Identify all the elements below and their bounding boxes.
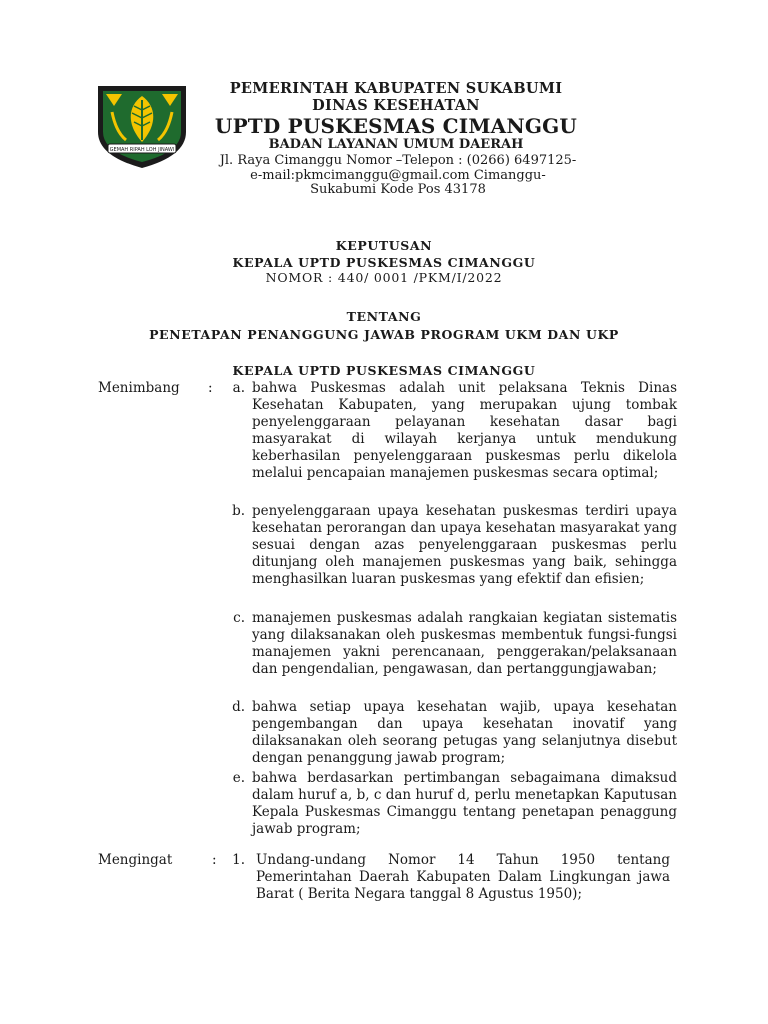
institution-subtitle: BADAN LAYANAN UMUM DAERAH (268, 137, 524, 152)
address-line: Jl. Raya Cimanggu Nomor –Telepon : (0266) 6497125- (219, 153, 577, 168)
menimbang-item-c: manajemen puskesmas adalah rangkaian kegiatan sistematis yang dilaksanakan oleh puskesmas membentuk fungsi-fungsi manajemen yakni perencanaan, penggerakan/pelaksanaan dan pengendalian, pengawasan, dan pertanggungjawaban; (252, 610, 677, 677)
menimbang-item-a: bahwa Puskesmas adalah unit pelaksana Teknis Dinas Kesehatan Kabupaten, yang merupakan ujung tombak penyelenggaraan pelayanan kesehatan dasar bagi masyarakat di wilayah kerjanya untuk mendukung keberhasilan penyelenggaraan puskesmas perlu dikelola melalui pencapaian manajemen puskesmas secara optimal; (252, 380, 677, 481)
logo-motto: GEMAH RIPAH LOH JINAWI (109, 147, 175, 153)
address-line: Sukabumi Kode Pos 43178 (310, 182, 486, 197)
department-name: DINAS KESEHATAN (312, 97, 480, 114)
government-name: PEMERINTAH KABUPATEN SUKABUMI (229, 80, 563, 97)
item-marker: d. (232, 699, 245, 715)
menimbang-colon: : (208, 380, 213, 396)
district-emblem-logo (92, 82, 192, 170)
decree-title: KEPUTUSAN (335, 238, 433, 253)
mengingat-label: Mengingat (98, 852, 173, 868)
menimbang-item-b: penyelenggaraan upaya kesehatan puskesmas terdiri upaya kesehatan perorangan dan upaya kesehatan masyarakat yang sesuai dengan azas penyelenggaraan puskesmas perlu ditunjang oleh manajemen puskesmas yang baik, sehingga menghasilkan luaran puskesmas yang efektif dan efisien; (252, 503, 677, 587)
address-block (200, 154, 596, 198)
item-marker: a. (232, 380, 245, 396)
menimbang-label: Menimbang (98, 380, 180, 396)
signer-heading: KEPALA UPTD PUSKESMAS CIMANGGU (232, 363, 536, 378)
decree-number: NOMOR : 440/ 0001 /PKM/I/2022 (265, 270, 503, 285)
mengingat-item-1: Undang-undang Nomor 14 Tahun 1950 tentang Pemerintahan Daerah Kabupaten Dalam Lingkungan jawa Barat ( Berita Negara tanggal 8 Agustus 1950); (256, 852, 670, 902)
item-marker: e. (232, 770, 245, 786)
menimbang-item-d: bahwa setiap upaya kesehatan wajib, upaya kesehatan pengembangan dan upaya kesehatan inovatif yang dilaksanakan oleh seorang petugas yang selanjutnya disebut dengan penanggung jawab program; (252, 699, 677, 766)
decree-issuer: KEPALA UPTD PUSKESMAS CIMANGGU (232, 255, 536, 270)
item-marker: b. (232, 503, 245, 519)
item-marker: c. (233, 610, 245, 626)
decree-subject: PENETAPAN PENANGGUNG JAWAB PROGRAM UKM DAN UKP (149, 327, 619, 342)
address-line: e-mail:pkmcimanggu@gmail.com Cimanggu- (250, 167, 546, 183)
item-marker: 1. (232, 852, 245, 868)
mengingat-colon: : (212, 852, 217, 868)
menimbang-item-e: bahwa berdasarkan pertimbangan sebagaimana dimaksud dalam huruf a, b, c dan huruf d, perlu menetapkan Kaputusan Kepala Puskesmas Cimanggu tentang penetapan penaggung jawab program; (252, 770, 677, 837)
about-label: TENTANG (346, 309, 422, 324)
institution-name: UPTD PUSKESMAS CIMANGGU (214, 114, 578, 138)
